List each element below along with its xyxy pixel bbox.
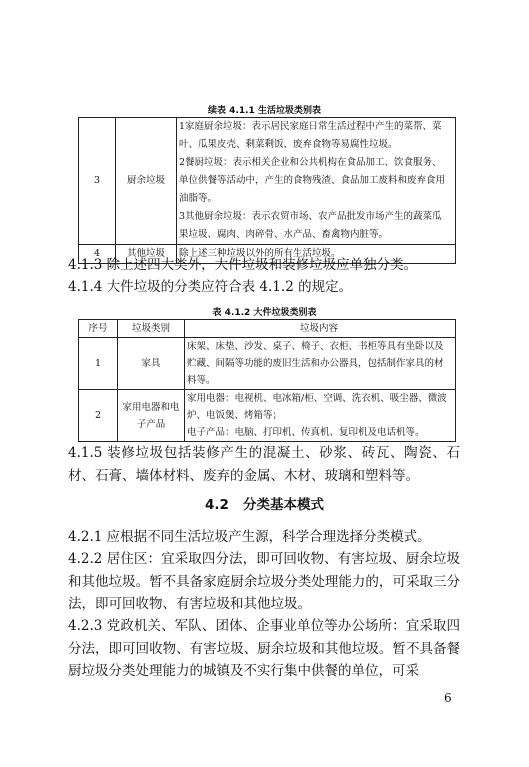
paragraph-4-2-3: 4.2.3 党政机关、军队、团体、企事业单位等办公场所：宜采取四分法，即可回收物、有害垃圾、厨余垃圾和其他垃圾。暂不具备餐厨垃圾分类处理能力的城镇及不实行集中供餐的单位，可采 bbox=[68, 618, 460, 679]
section-title: 分类基本模式 bbox=[242, 497, 324, 513]
description-item: 除上述三种垃圾以外的所有生活垃圾。 bbox=[179, 248, 341, 259]
table-caption: 续表 4.1.1 生活垃圾类别表 bbox=[208, 106, 321, 116]
paragraph-4-2-1: 4.2.1 应根据不同生活垃圾产生源，科学合理选择分类模式。 bbox=[68, 529, 431, 545]
table-row bbox=[79, 118, 456, 245]
row-number: 4 bbox=[79, 245, 116, 264]
description-item: 2餐厨垃圾：表示相关企业和公共机构在食品加工、饮食服务、单位供餐等活动中，产生的食物残渣、食品加工废料和废弃食用油脂等。 bbox=[179, 157, 446, 204]
row-number: 2 bbox=[79, 390, 118, 442]
row-number: 1 bbox=[79, 338, 118, 390]
row-number: 3 bbox=[79, 118, 116, 245]
paragraph-4-2-2: 4.2.2 居住区：宜采取四分法，即可回收物、有害垃圾、厨余垃圾和其他垃圾。暂不具备家庭厨余垃圾分类处理能力的，可采取三分法，即可回收物、有害垃圾和其他垃圾。 bbox=[68, 551, 460, 612]
description-item: 家用电器：电视机、电冰箱/柜、空调、洗衣机、吸尘器、微波炉、电饭煲、烤箱等； bbox=[187, 393, 447, 421]
paragraph-4-1-4: 4.1.4 大件垃圾的分类应符合表 4.1.2 的规定。 bbox=[68, 279, 353, 295]
description-item: 1家庭厨余垃圾：表示居民家庭日常生活过程中产生的菜帮、菜叶、瓜果皮壳、剩菜剩饭、废弃食物等易腐性垃圾。 bbox=[179, 121, 442, 150]
column-header: 序号 bbox=[79, 320, 118, 338]
bulky-waste-table bbox=[78, 319, 456, 442]
table-header-row bbox=[79, 320, 456, 338]
table-row bbox=[79, 338, 456, 390]
description-cell bbox=[177, 118, 456, 245]
waste-category-table-continued bbox=[78, 117, 456, 264]
description-cell bbox=[185, 338, 456, 390]
description-cell bbox=[185, 390, 456, 442]
paragraph-4-1-5: 4.1.5 装修垃圾包括装修产生的混凝土、砂浆、砖瓦、陶瓷、石材、石膏、墙体材料、废弃的金属、木材、玻璃和塑料等。 bbox=[68, 445, 460, 484]
column-header: 垃圾内容 bbox=[185, 320, 456, 338]
category-cell: 家具 bbox=[118, 338, 185, 390]
category-cell: 厨余垃圾 bbox=[116, 118, 177, 245]
description-item: 电子产品：电脑、打印机、传真机、复印机及电话机等。 bbox=[187, 427, 425, 438]
category-cell: 家用电器和电子产品 bbox=[118, 390, 185, 442]
column-header: 垃圾类别 bbox=[118, 320, 185, 338]
description-item: 床架、床垫、沙发、桌子、椅子、衣柜、书柜等具有坐卧以及贮藏、间隔等功能的废旧生活和办公器具，包括制作家具的材料等。 bbox=[187, 341, 444, 386]
table-row bbox=[79, 390, 456, 442]
table-caption: 表 4.1.2 大件垃圾类别表 bbox=[212, 308, 317, 318]
description-item: 3其他厨余垃圾：表示农贸市场、农产品批发市场产生的蔬菜瓜果垃圾、腐肉、肉碎骨、水产品、畜禽物内脏等。 bbox=[179, 211, 442, 240]
category-cell: 其他垃圾 bbox=[116, 245, 177, 264]
page-number: 6 bbox=[444, 691, 452, 705]
section-number: 4.2 bbox=[205, 497, 229, 513]
section-heading bbox=[0, 493, 529, 513]
paragraph-4-1-3: 4.1.3 除上述四大类外，大件垃圾和装修垃圾应单独分类。 bbox=[68, 257, 418, 273]
